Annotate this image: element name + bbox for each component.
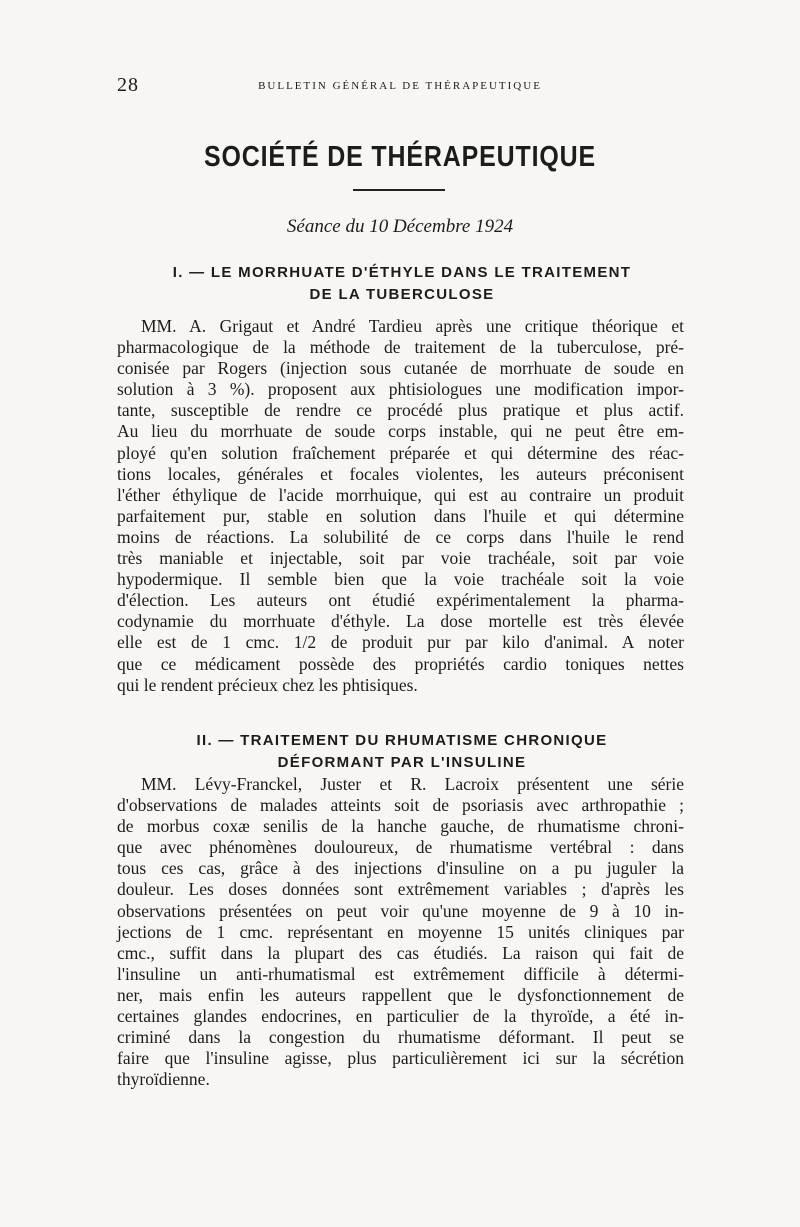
- section-1-heading-line: I. — LE MORRHUATE D'ÉTHYLE DANS LE TRAITEMENT: [172, 264, 632, 281]
- text-line: tions locales, générales et focales violentes, les auteurs préconisent: [117, 463, 684, 484]
- section-1-body: [117, 316, 684, 696]
- text-line: d'élection. Les auteurs ont étudié expérimentalement la pharma-: [117, 590, 684, 611]
- text-line: jections de 1 cmc. représentant en moyenne 15 unités cliniques par: [117, 921, 684, 942]
- text-line: pharmacologique de la méthode de traitement de la tuberculose, pré-: [117, 337, 684, 358]
- text-line: très maniable et injectable, soit par voie trachéale, soit par voie: [117, 548, 684, 569]
- page-title: SOCIÉTÉ DE THÉRAPEUTIQUE: [203, 141, 596, 173]
- text-line: qui le rendent précieux chez les phtisiques.: [117, 674, 418, 695]
- text-line: douleur. Les doses données sont extrêmement variables ; d'après les: [117, 879, 684, 900]
- text-line: elle est de 1 cmc. 1/2 de produit pur par kilo d'animal. A noter: [117, 632, 684, 653]
- section-1-heading-line: DE LA TUBERCULOSE: [309, 286, 495, 303]
- session-date: Séance du 10 Décembre 1924: [286, 216, 514, 237]
- text-line: l'éther éthylique de l'acide morrhuique, qui est au contraire un produit: [117, 484, 684, 505]
- text-line: thyroïdienne.: [117, 1069, 210, 1090]
- section-2-heading: [117, 730, 687, 774]
- section-2-heading-line: DÉFORMANT PAR L'INSULINE: [277, 754, 527, 771]
- text-line: l'insuline un anti-rhumatismal est extrêmement difficile à détermi-: [117, 963, 684, 984]
- text-line: observations présentées on peut voir qu'une moyenne de 9 à 10 in-: [117, 900, 684, 921]
- text-line: solution à 3 %). proposent aux phtisiologues une modification impor-: [117, 379, 684, 400]
- text-line: Au lieu du morrhuate de soude corps instable, qui ne peut être em-: [117, 421, 684, 442]
- text-line: conisée par Rogers (injection sous cutanée de morrhuate de soude en: [117, 358, 684, 379]
- text-line: ner, mais enfin les auteurs rappellent que le dysfonctionnement de: [117, 984, 684, 1005]
- text-line: tous ces cas, grâce à des injections d'insuline on a pu juguler la: [117, 858, 684, 879]
- text-line: tante, susceptible de rendre ce procédé plus pratique et plus actif.: [117, 400, 684, 421]
- text-line: codynamie du morrhuate d'éthyle. La dose mortelle est très élevée: [117, 611, 684, 632]
- page-number: 28: [117, 74, 139, 96]
- section-1-heading: [117, 262, 687, 306]
- text-line: que avec phénomènes douloureux, de rhumatisme vertébral : dans: [117, 837, 684, 858]
- text-line: MM. Lévy-Franckel, Juster et R. Lacroix présentent une série: [141, 774, 684, 794]
- text-line: criminé dans la congestion du rhumatisme déformant. Il peut se: [117, 1027, 684, 1048]
- text-line: certaines glandes endocrines, en particulier de la thyroïde, a été in-: [117, 1006, 684, 1027]
- section-2-heading-line: II. — TRAITEMENT DU RHUMATISME CHRONIQUE: [196, 732, 608, 749]
- text-line: hypodermique. Il semble bien que la voie trachéale soit la voie: [117, 569, 684, 590]
- text-line: de morbus coxæ senilis de la hanche gauche, de rhumatisme chroni-: [117, 816, 684, 837]
- text-line: que ce médicament possède des propriétés cardio toniques nettes: [117, 653, 684, 674]
- text-line: parfaitement pur, stable en solution dans l'huile et qui détermine: [117, 505, 684, 526]
- running-header: BULLETIN GÉNÉRAL DE THÉRAPEUTIQUE: [258, 80, 542, 92]
- text-line: moins de réactions. La solubilité de ce corps dans l'huile le rend: [117, 526, 684, 547]
- text-line: MM. A. Grigaut et André Tardieu après une critique théorique et: [141, 316, 684, 336]
- text-line: cmc., suffit dans la plupart des cas étudiés. La raison qui fait de: [117, 942, 684, 963]
- section-2-body: [117, 774, 684, 1090]
- text-line: faire que l'insuline agisse, plus particulièrement ici sur la sécrétion: [117, 1048, 684, 1069]
- title-divider: [353, 189, 445, 191]
- text-line: ployé qu'en solution fraîchement préparée et qui détermine des réac-: [117, 442, 684, 463]
- text-line: d'observations de malades atteints soit de psoriasis avec arthropathie ;: [117, 795, 684, 816]
